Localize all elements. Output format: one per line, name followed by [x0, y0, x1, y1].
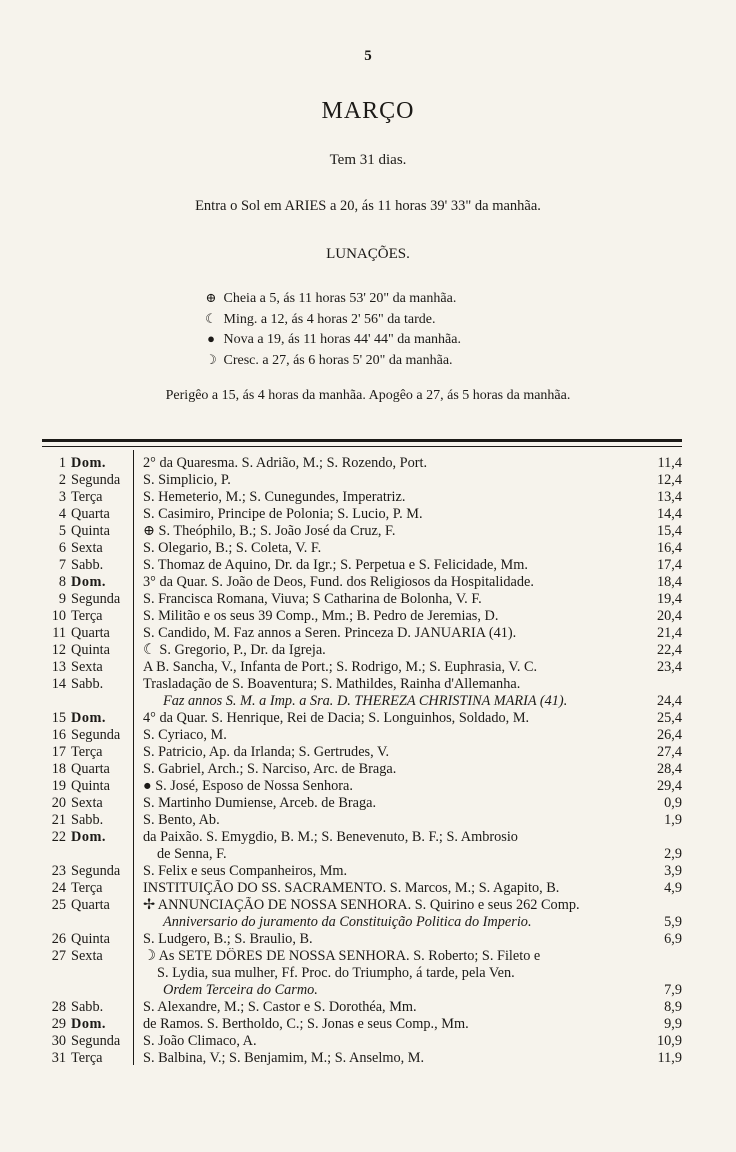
day-number: 4 [58, 506, 66, 522]
moon-age-value: 29,4 [656, 778, 682, 794]
table-row [42, 982, 682, 999]
moon-age-value: 14,4 [656, 506, 682, 522]
day-number: 30 [51, 1033, 66, 1049]
weekday [66, 965, 137, 982]
saints-entry: Faz annos S. M. a Imp. a Sra. D. THEREZA CHRISTINA MARIA (41). [163, 693, 568, 709]
weekday: Dom. [71, 574, 106, 590]
moon-age-value: 9,9 [664, 1016, 682, 1032]
saints-entry: A B. Sancha, V., Infanta de Port.; S. Rodrigo, M.; S. Euphrasia, V. C. [143, 659, 538, 675]
phase-text: Cresc. a 27, ás 6 horas 5' 20" da manhãa. [223, 352, 453, 368]
moon-age-value: 0,9 [664, 795, 682, 811]
day-number: 27 [51, 948, 66, 964]
weekday: Quinta [71, 642, 110, 658]
day-number: 26 [51, 931, 66, 947]
weekday: Sexta [71, 795, 103, 811]
moon-age-value: 10,9 [656, 1033, 682, 1049]
table-row [42, 744, 682, 761]
day-number: 10 [51, 608, 66, 624]
day-number [42, 982, 66, 999]
moon-age-value: 13,4 [656, 489, 682, 505]
moon-age-value: 11,4 [657, 455, 682, 471]
weekday: Sexta [71, 948, 103, 964]
saints-entry: S. Balbina, V.; S. Benjamim, M.; S. Anselmo, M. [143, 1050, 425, 1066]
saints-entry: S. Ludgero, B.; S. Braulio, B. [143, 931, 313, 947]
table-row [42, 523, 682, 540]
table-row [42, 846, 682, 863]
moon-age-value: 24,4 [656, 693, 682, 709]
saints-entry: S. Simplicio, P. [143, 472, 231, 488]
sun-entry: Entra o Sol em ARIES a 20, ás 11 horas 39' 33" da manhãa. [195, 198, 541, 214]
table-row [42, 914, 682, 931]
day-number: 31 [51, 1050, 66, 1066]
moon-age-value: 5,9 [664, 914, 682, 930]
table-row [42, 557, 682, 574]
weekday: Sabb. [71, 812, 104, 828]
day-number: 29 [51, 1016, 66, 1032]
day-number: 2 [58, 472, 66, 488]
weekday: Terça [71, 1050, 103, 1066]
weekday: Sexta [71, 540, 103, 556]
table-row [42, 829, 682, 846]
table-row [42, 761, 682, 778]
page-number: 5 [364, 48, 372, 64]
divider [42, 439, 682, 442]
moon-age-value: 12,4 [656, 472, 682, 488]
moon-age-value: 8,9 [664, 999, 682, 1015]
saints-entry: S. Bento, Ab. [143, 812, 220, 828]
weekday: Quinta [71, 523, 110, 539]
saints-entry: ✢ ANNUNCIAÇÃO DE NOSSA SENHORA. S. Quirino e seus 262 Comp. [143, 897, 580, 913]
weekday: Dom. [71, 455, 106, 471]
saints-entry: S. Alexandre, M.; S. Castor e S. Dorothéa, Mm. [143, 999, 417, 1015]
weekday: Quinta [71, 778, 110, 794]
day-number: 5 [58, 523, 66, 539]
saints-entry: INSTITUIÇÃO DO SS. SACRAMENTO. S. Marcos, M.; S. Agapito, B. [143, 880, 560, 896]
weekday: Quarta [71, 761, 110, 777]
saints-entry: Trasladação de S. Boaventura; S. Mathildes, Rainha d'Allemanha. [143, 676, 521, 692]
day-number [42, 914, 66, 931]
phase-row [202, 329, 461, 350]
saints-entry: 4° da Quar. S. Henrique, Rei de Dacia; S. Longuinhos, Soldado, M. [143, 710, 530, 726]
moon-age-value: 23,4 [656, 659, 682, 675]
moon-age-value: 16,4 [656, 540, 682, 556]
weekday: Sabb. [71, 676, 104, 692]
table-row [42, 812, 682, 829]
day-number: 8 [58, 574, 66, 590]
weekday [66, 914, 137, 931]
table-row [42, 540, 682, 557]
weekday: Quinta [71, 931, 110, 947]
weekday [66, 846, 137, 863]
table-row [42, 795, 682, 812]
weekday: Segunda [71, 1033, 121, 1049]
weekday: Segunda [71, 472, 121, 488]
day-number [42, 965, 66, 982]
table-row [42, 778, 682, 795]
weekday: Segunda [71, 727, 121, 743]
table-row [42, 727, 682, 744]
moon-age-value: 3,9 [664, 863, 682, 879]
day-number: 28 [51, 999, 66, 1015]
table-row [42, 591, 682, 608]
table-row [42, 608, 682, 625]
day-number: 12 [51, 642, 66, 658]
phase-text: Ming. a 12, ás 4 horas 2' 56" da tarde. [223, 311, 436, 327]
weekday [66, 982, 137, 999]
moon-age-value: 25,4 [656, 710, 682, 726]
weekday: Quarta [71, 625, 110, 641]
moon-age-value [638, 965, 682, 982]
saints-entry: S. Olegario, B.; S. Coleta, V. F. [143, 540, 322, 556]
day-number: 16 [51, 727, 66, 743]
weekday: Terça [71, 489, 103, 505]
saints-entry: S. Felix e seus Companheiros, Mm. [143, 863, 348, 879]
day-number: 9 [58, 591, 66, 607]
moon-phases [202, 288, 461, 370]
saints-entry: S. Patricio, Ap. da Irlanda; S. Gertrudes, V. [143, 744, 390, 760]
lunations-title: LUNAÇÕES. [326, 246, 410, 262]
moon-age-value [638, 829, 682, 846]
saints-entry: ☽ As SETE DÔRES DE NOSSA SENHORA. S. Roberto; S. Fileto e [143, 948, 541, 964]
moon-age-value: 1,9 [664, 812, 682, 828]
saints-entry: ⊕ S. Theóphilo, B.; S. João José da Cruz, F. [143, 523, 396, 539]
phase-row [202, 309, 461, 330]
table-row [42, 659, 682, 676]
table-row [42, 863, 682, 880]
saints-entry: S. Lydia, sua mulher, Ff. Proc. do Triumpho, á tarde, pela Ven. [157, 965, 515, 981]
divider [42, 446, 682, 447]
weekday: Sabb. [71, 999, 104, 1015]
saints-entry: 3° da Quar. S. João de Deos, Fund. dos Religiosos da Hospitalidade. [143, 574, 534, 590]
table-row [42, 1050, 682, 1067]
table-row [42, 693, 682, 710]
page-title: MARÇO [321, 98, 415, 124]
perigee-apogee: Perigêo a 15, ás 4 horas da manhãa. Apogêo a 27, ás 5 horas da manhãa. [165, 388, 571, 403]
day-number [42, 846, 66, 863]
weekday: Dom. [71, 829, 106, 845]
table-row [42, 472, 682, 489]
table-row [42, 489, 682, 506]
moon-age-value: 15,4 [656, 523, 682, 539]
phase-text: Cheia a 5, ás 11 horas 53' 20" da manhãa. [223, 291, 457, 306]
saints-entry: S. Cyriaco, M. [143, 727, 227, 743]
weekday: Quarta [71, 897, 110, 913]
table-row [42, 642, 682, 659]
saints-entry: S. Gabriel, Arch.; S. Narciso, Arc. de Braga. [143, 761, 397, 777]
day-number: 22 [51, 829, 66, 845]
saints-entry: Ordem Terceira do Carmo. [163, 982, 318, 998]
moon-age-value: 28,4 [656, 761, 682, 777]
saints-entry: S. Francisca Romana, Viuva; S Catharina de Bolonha, V. F. [143, 591, 482, 607]
saints-entry: Anniversario do juramento da Constituição Politica do Imperio. [163, 914, 532, 930]
day-number: 20 [51, 795, 66, 811]
saints-entry: S. João Climaco, A. [143, 1033, 257, 1049]
weekday: Dom. [71, 1016, 106, 1032]
phase-row [202, 288, 461, 309]
days-count: Tem 31 dias. [329, 152, 407, 168]
saints-entry: de Ramos. S. Bertholdo, C.; S. Jonas e seus Comp., Mm. [143, 1016, 469, 1032]
saints-entry: S. Candido, M. Faz annos a Seren. Princeza D. JANUARIA (41). [143, 625, 517, 641]
table-row [42, 506, 682, 523]
saints-entry: da Paixão. S. Emygdio, B. M.; S. Benevenuto, B. F.; S. Ambrosio [143, 829, 518, 845]
calendar-table [42, 455, 682, 1067]
table-row [42, 948, 682, 965]
table-row [42, 999, 682, 1016]
moon-age-value: 17,4 [656, 557, 682, 573]
table-row [42, 880, 682, 897]
day-number: 14 [51, 676, 66, 692]
day-number: 21 [51, 812, 66, 828]
day-number: 23 [51, 863, 66, 879]
saints-entry: S. Casimiro, Principe de Polonia; S. Lucio, P. M. [143, 506, 423, 522]
saints-entry: S. Hemeterio, M.; S. Cunegundes, Imperatriz. [143, 489, 406, 505]
day-number [42, 693, 66, 710]
day-number: 24 [51, 880, 66, 896]
weekday: Terça [71, 608, 103, 624]
moon-age-value: 19,4 [656, 591, 682, 607]
weekday: Terça [71, 744, 103, 760]
moon-age-value: 2,9 [664, 846, 682, 862]
saints-entry: de Senna, F. [157, 846, 227, 862]
table-row [42, 625, 682, 642]
waxing-moon-icon: ☽ [205, 351, 217, 367]
saints-entry: ● S. José, Esposo de Nossa Senhora. [143, 778, 353, 794]
moon-age-value [638, 948, 682, 965]
day-number: 11 [52, 625, 66, 641]
day-number: 6 [58, 540, 66, 556]
moon-age-value: 21,4 [656, 625, 682, 641]
table-row [42, 1016, 682, 1033]
day-number: 17 [51, 744, 66, 760]
moon-age-value: 22,4 [656, 642, 682, 658]
weekday: Dom. [71, 710, 106, 726]
weekday: Terça [71, 880, 103, 896]
table-row [42, 676, 682, 693]
day-number: 18 [51, 761, 66, 777]
moon-age-value: 18,4 [656, 574, 682, 590]
full-moon-icon: ⊕ [205, 290, 217, 305]
saints-entry: S. Martinho Dumiense, Arceb. de Braga. [143, 795, 377, 811]
moon-age-value [638, 676, 682, 693]
phase-row [202, 350, 461, 371]
table-row [42, 1033, 682, 1050]
day-number: 13 [51, 659, 66, 675]
saints-entry: S. Militão e os seus 39 Comp., Mm.; B. Pedro de Jeremias, D. [143, 608, 499, 624]
moon-age-value: 27,4 [656, 744, 682, 760]
weekday [66, 693, 137, 710]
table-row [42, 455, 682, 472]
weekday: Sabb. [71, 557, 104, 573]
weekday: Segunda [71, 863, 121, 879]
moon-age-value: 4,9 [664, 880, 682, 896]
table-row [42, 897, 682, 914]
moon-age-value: 11,9 [657, 1050, 682, 1066]
phase-text: Nova a 19, ás 11 horas 44' 44" da manhãa. [223, 332, 461, 347]
moon-age-value: 20,4 [656, 608, 682, 624]
new-moon-icon: ● [207, 331, 215, 346]
weekday: Sexta [71, 659, 103, 675]
day-number: 1 [58, 455, 66, 471]
waning-moon-icon: ☾ [205, 310, 217, 326]
day-number: 15 [51, 710, 66, 726]
day-number: 19 [51, 778, 66, 794]
table-row [42, 574, 682, 591]
moon-age-value [638, 897, 682, 914]
weekday: Segunda [71, 591, 121, 607]
table-row [42, 965, 682, 982]
saints-entry: 2° da Quaresma. S. Adrião, M.; S. Rozendo, Port. [143, 455, 428, 471]
table-row [42, 710, 682, 727]
weekday: Quarta [71, 506, 110, 522]
table-row [42, 931, 682, 948]
saints-entry: ☾ S. Gregorio, P., Dr. da Igreja. [143, 642, 326, 658]
moon-age-value: 7,9 [664, 982, 682, 998]
day-number: 25 [51, 897, 66, 913]
saints-entry: S. Thomaz de Aquino, Dr. da Igr.; S. Perpetua e S. Felicidade, Mm. [143, 557, 528, 573]
moon-age-value: 26,4 [656, 727, 682, 743]
day-number: 3 [58, 489, 66, 505]
moon-age-value: 6,9 [664, 931, 682, 947]
day-number: 7 [58, 557, 66, 573]
